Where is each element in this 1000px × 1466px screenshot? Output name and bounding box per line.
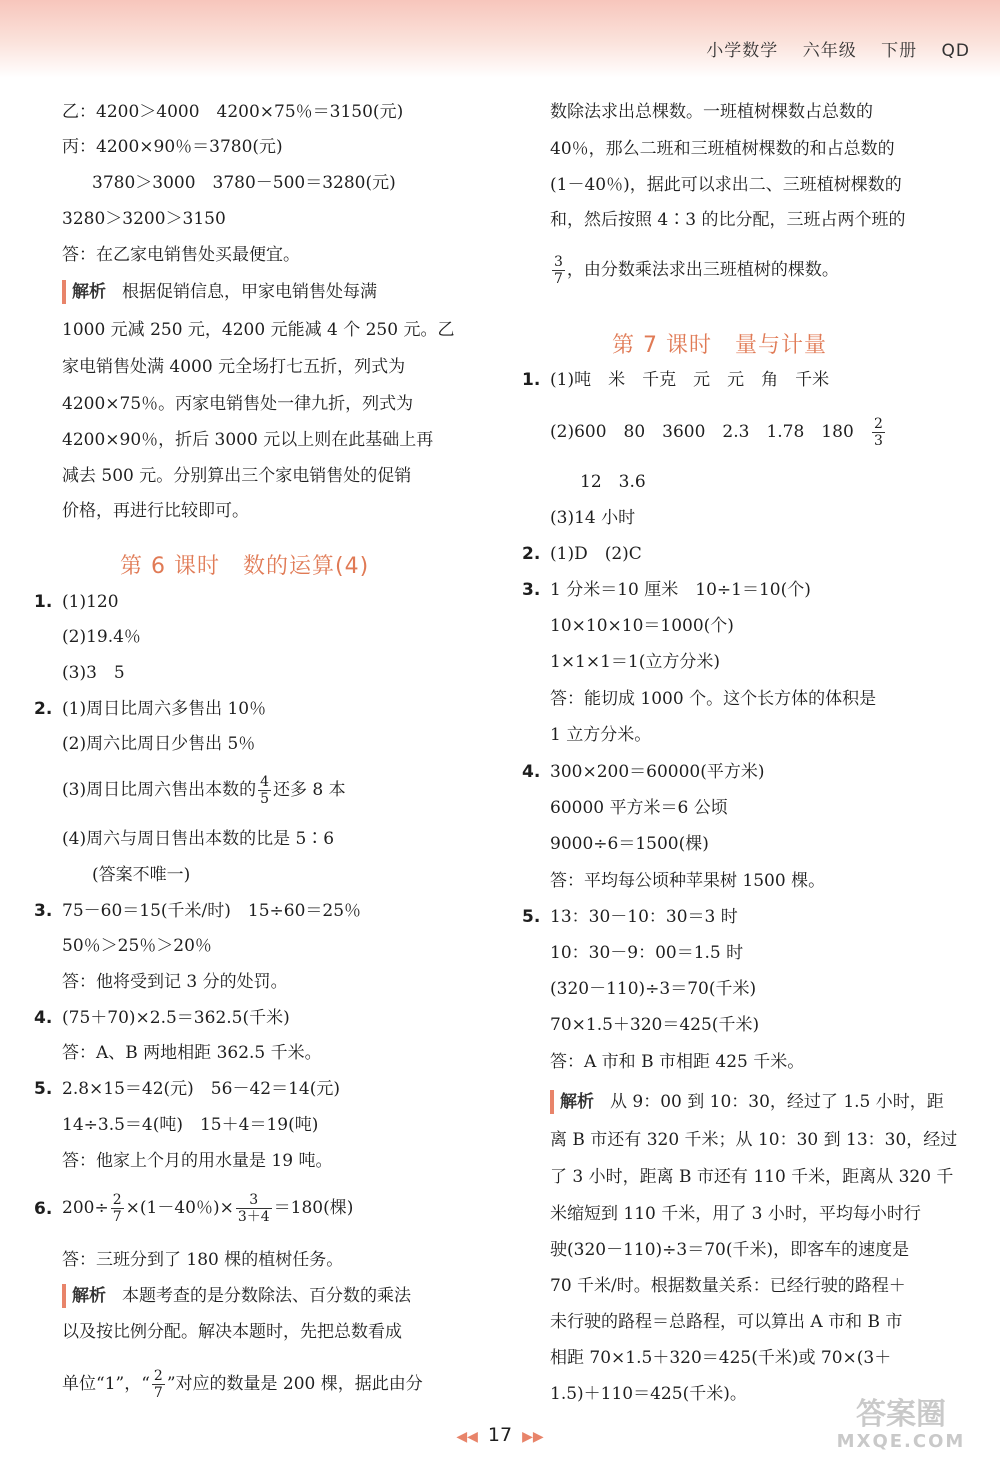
text-line: (2)19.4％ xyxy=(62,627,141,647)
answer-line: 答：平均每公顷种苹果树 1500 棵。 xyxy=(550,871,826,891)
text-line: (1)120 xyxy=(62,592,119,612)
section-title-6: 第 6 课时 数的运算(4) xyxy=(120,554,370,579)
analysis-line: 了 3 小时，距离 B 市还有 110 千米，距离从 320 千 xyxy=(550,1167,954,1187)
text-line: (75＋70)×2.5＝362.5(千米) xyxy=(62,1008,290,1028)
text-line: 乙：4200＞4000 4200×75％＝3150(元) xyxy=(62,102,404,122)
answer-line: 答：他家上个月的用水量是 19 吨。 xyxy=(62,1151,333,1171)
analysis-tag: 解析 xyxy=(62,1284,106,1308)
question-number: 3. xyxy=(34,901,53,921)
text-line: 9000÷6＝1500(棵) xyxy=(550,834,709,854)
text-line: 10：30－9：00＝1.5 时 xyxy=(550,943,744,963)
text-line: (3)周日比周六售出本数的 $\frac{4}{5}$ 还多 8 本 xyxy=(62,774,346,807)
analysis-tag: 解析 xyxy=(62,280,106,304)
text-line: 2.8×15＝42(元) 56－42＝14(元) xyxy=(62,1079,340,1099)
text-line: (3)3 5 xyxy=(62,663,125,683)
analysis-tag: 解析 xyxy=(550,1090,594,1114)
text-line: 300×200＝60000(平方米) xyxy=(550,762,765,782)
text-line: 200÷ $\frac{2}{7}$ ×(1－40％)× $\frac{3}{3+4}$ ＝180(棵) xyxy=(62,1192,354,1225)
analysis-line: (1－40％)，据此可以求出二、三班植树棵数的 xyxy=(550,175,902,195)
analysis-line: 1000 元减 250 元，4200 元能减 4 个 250 元。乙 xyxy=(62,320,455,340)
watermark-logo: 答案圈 MXQE.COM xyxy=(836,1397,966,1452)
text-line: 3280＞3200＞3150 xyxy=(62,209,226,229)
analysis-line: 单位“1”，“ $\frac{2}{7}$ ”对应的数量是 200 棵，据此由分 xyxy=(62,1368,423,1401)
analysis-line: 价格，再进行比较即可。 xyxy=(62,501,249,521)
text-line: (2)周六比周日少售出 5％ xyxy=(62,734,256,754)
analysis-line: 相距 70×1.5＋320＝425(千米)或 70×(3＋ xyxy=(550,1348,892,1368)
analysis-line: 以及按比例分配。解决本题时，先把总数看成 xyxy=(62,1322,402,1342)
header-volume: 下册 xyxy=(881,41,918,61)
question-number: 6. xyxy=(34,1199,53,1219)
text-line: 13：30－10：30＝3 时 xyxy=(550,907,738,927)
header-grade: 六年级 xyxy=(802,41,857,61)
text-line: 10×10×10＝1000(个) xyxy=(550,616,734,636)
text-line: (3)14 小时 xyxy=(550,508,636,528)
analysis-line: 4200×75％。丙家电销售处一律九折，列式为 xyxy=(62,394,414,414)
prev-page-icon[interactable]: ◀◀ xyxy=(456,1429,478,1445)
analysis-line: 40％，那么二班和三班植树棵数的和占总数的 xyxy=(550,139,895,159)
text-line: 50％＞25％＞20％ xyxy=(62,936,212,956)
analysis-line: 解析 从 9：00 到 10：30，经过了 1.5 小时，距 xyxy=(550,1090,944,1114)
section-title-7: 第 7 课时 量与计量 xyxy=(612,333,827,358)
analysis-line: 70 千米/时。根据数量关系：已经行驶的路程＋ xyxy=(550,1276,906,1296)
page-number: 17 xyxy=(487,1424,513,1446)
answer-line: 答：在乙家电销售处买最便宜。 xyxy=(62,245,300,265)
question-number: 1. xyxy=(34,592,53,612)
text-line: 70×1.5＋320＝425(千米) xyxy=(550,1015,760,1035)
analysis-line: 离 B 市还有 320 千米；从 10：30 到 13：30，经过 xyxy=(550,1130,958,1150)
question-number: 2. xyxy=(522,544,541,564)
fraction: $\frac{4}{5}$ xyxy=(260,774,270,807)
analysis-line: 解析 根据促销信息，甲家电销售处每满 xyxy=(62,280,377,304)
question-number: 1. xyxy=(522,370,541,390)
fraction: $\frac{2}{3}$ xyxy=(873,416,883,449)
text-line: (1)D (2)C xyxy=(550,544,642,564)
answer-line: 答：A 市和 B 市相距 425 千米。 xyxy=(550,1052,805,1072)
text-line: (1)周日比周六多售出 10％ xyxy=(62,699,267,719)
text-line: (1)吨 米 千克 元 元 角 千米 xyxy=(550,370,830,390)
fraction: $\frac{2}{7}$ xyxy=(112,1192,122,1225)
analysis-line: 减去 500 元。分别算出三个家电销售处的促销 xyxy=(62,466,412,486)
fraction: $\frac{2}{7}$ xyxy=(153,1368,163,1401)
text-line: 14÷3.5＝4(吨) 15＋4＝19(吨) xyxy=(62,1115,319,1135)
text-line: 75－60＝15(千米/时) 15÷60＝25％ xyxy=(62,901,362,921)
analysis-line: 数除法求出总棵数。一班植树棵数占总数的 xyxy=(550,102,873,122)
analysis-line: 4200×90％，折后 3000 元以上则在此基础上再 xyxy=(62,430,434,450)
text-line: (答案不唯一) xyxy=(92,865,191,885)
text-line: 12 3.6 xyxy=(580,472,646,492)
analysis-line: $\frac{3}{7}$ ，由分数乘法求出三班植树的棵数。 xyxy=(554,254,839,287)
analysis-line: 驶(320－110)÷3＝70(千米)，即客车的速度是 xyxy=(550,1240,910,1260)
text-line: (2)600 80 3600 2.3 1.78 180 $\frac{2}{3}$ xyxy=(550,416,883,449)
analysis-line: 1.5)＋110＝425(千米)。 xyxy=(550,1384,747,1404)
text-line: 1 分米＝10 厘米 10÷1＝10(个) xyxy=(550,580,811,600)
question-number: 5. xyxy=(522,907,541,927)
header-edition: QD xyxy=(941,41,970,61)
answer-line: 答：A、B 两地相距 362.5 千米。 xyxy=(62,1043,322,1063)
analysis-line: 家电销售处满 4000 元全场打七五折，列式为 xyxy=(62,357,406,377)
analysis-line: 和，然后按照 4∶3 的比分配，三班占两个班的 xyxy=(550,210,906,230)
answer-line: 答：他将受到记 3 分的处罚。 xyxy=(62,972,288,992)
text-line: 丙：4200×90％＝3780(元) xyxy=(62,137,283,157)
answer-line: 答：能切成 1000 个。这个长方体的体积是 xyxy=(550,689,877,709)
fraction: $\frac{3}{3+4}$ xyxy=(237,1192,270,1225)
analysis-line: 解析 本题考查的是分数除法、百分数的乘法 xyxy=(62,1284,411,1308)
next-page-icon[interactable]: ▶▶ xyxy=(522,1429,544,1445)
text-line: (320－110)÷3＝70(千米) xyxy=(550,979,757,999)
answer-line: 1 立方分米。 xyxy=(550,725,652,745)
question-number: 5. xyxy=(34,1079,53,1099)
question-number: 3. xyxy=(522,580,541,600)
page-header xyxy=(688,36,970,61)
text-line: (4)周六与周日售出本数的比是 5∶6 xyxy=(62,829,335,849)
question-number: 4. xyxy=(522,762,541,782)
text-line: 3780＞3000 3780－500＝3280(元) xyxy=(92,173,396,193)
question-number: 2. xyxy=(34,699,53,719)
analysis-line: 米缩短到 110 千米，用了 3 小时，平均每小时行 xyxy=(550,1204,921,1224)
text-line: 1×1×1＝1(立方分米) xyxy=(550,652,721,672)
fraction: $\frac{3}{7}$ xyxy=(554,254,563,287)
analysis-line: 未行驶的路程＝总路程，可以算出 A 市和 B 市 xyxy=(550,1312,903,1332)
answer-line: 答：三班分到了 180 棵的植树任务。 xyxy=(62,1250,344,1270)
header-subject: 小学数学 xyxy=(706,41,779,61)
text-line: 60000 平方米＝6 公顷 xyxy=(550,798,728,818)
question-number: 4. xyxy=(34,1008,53,1028)
